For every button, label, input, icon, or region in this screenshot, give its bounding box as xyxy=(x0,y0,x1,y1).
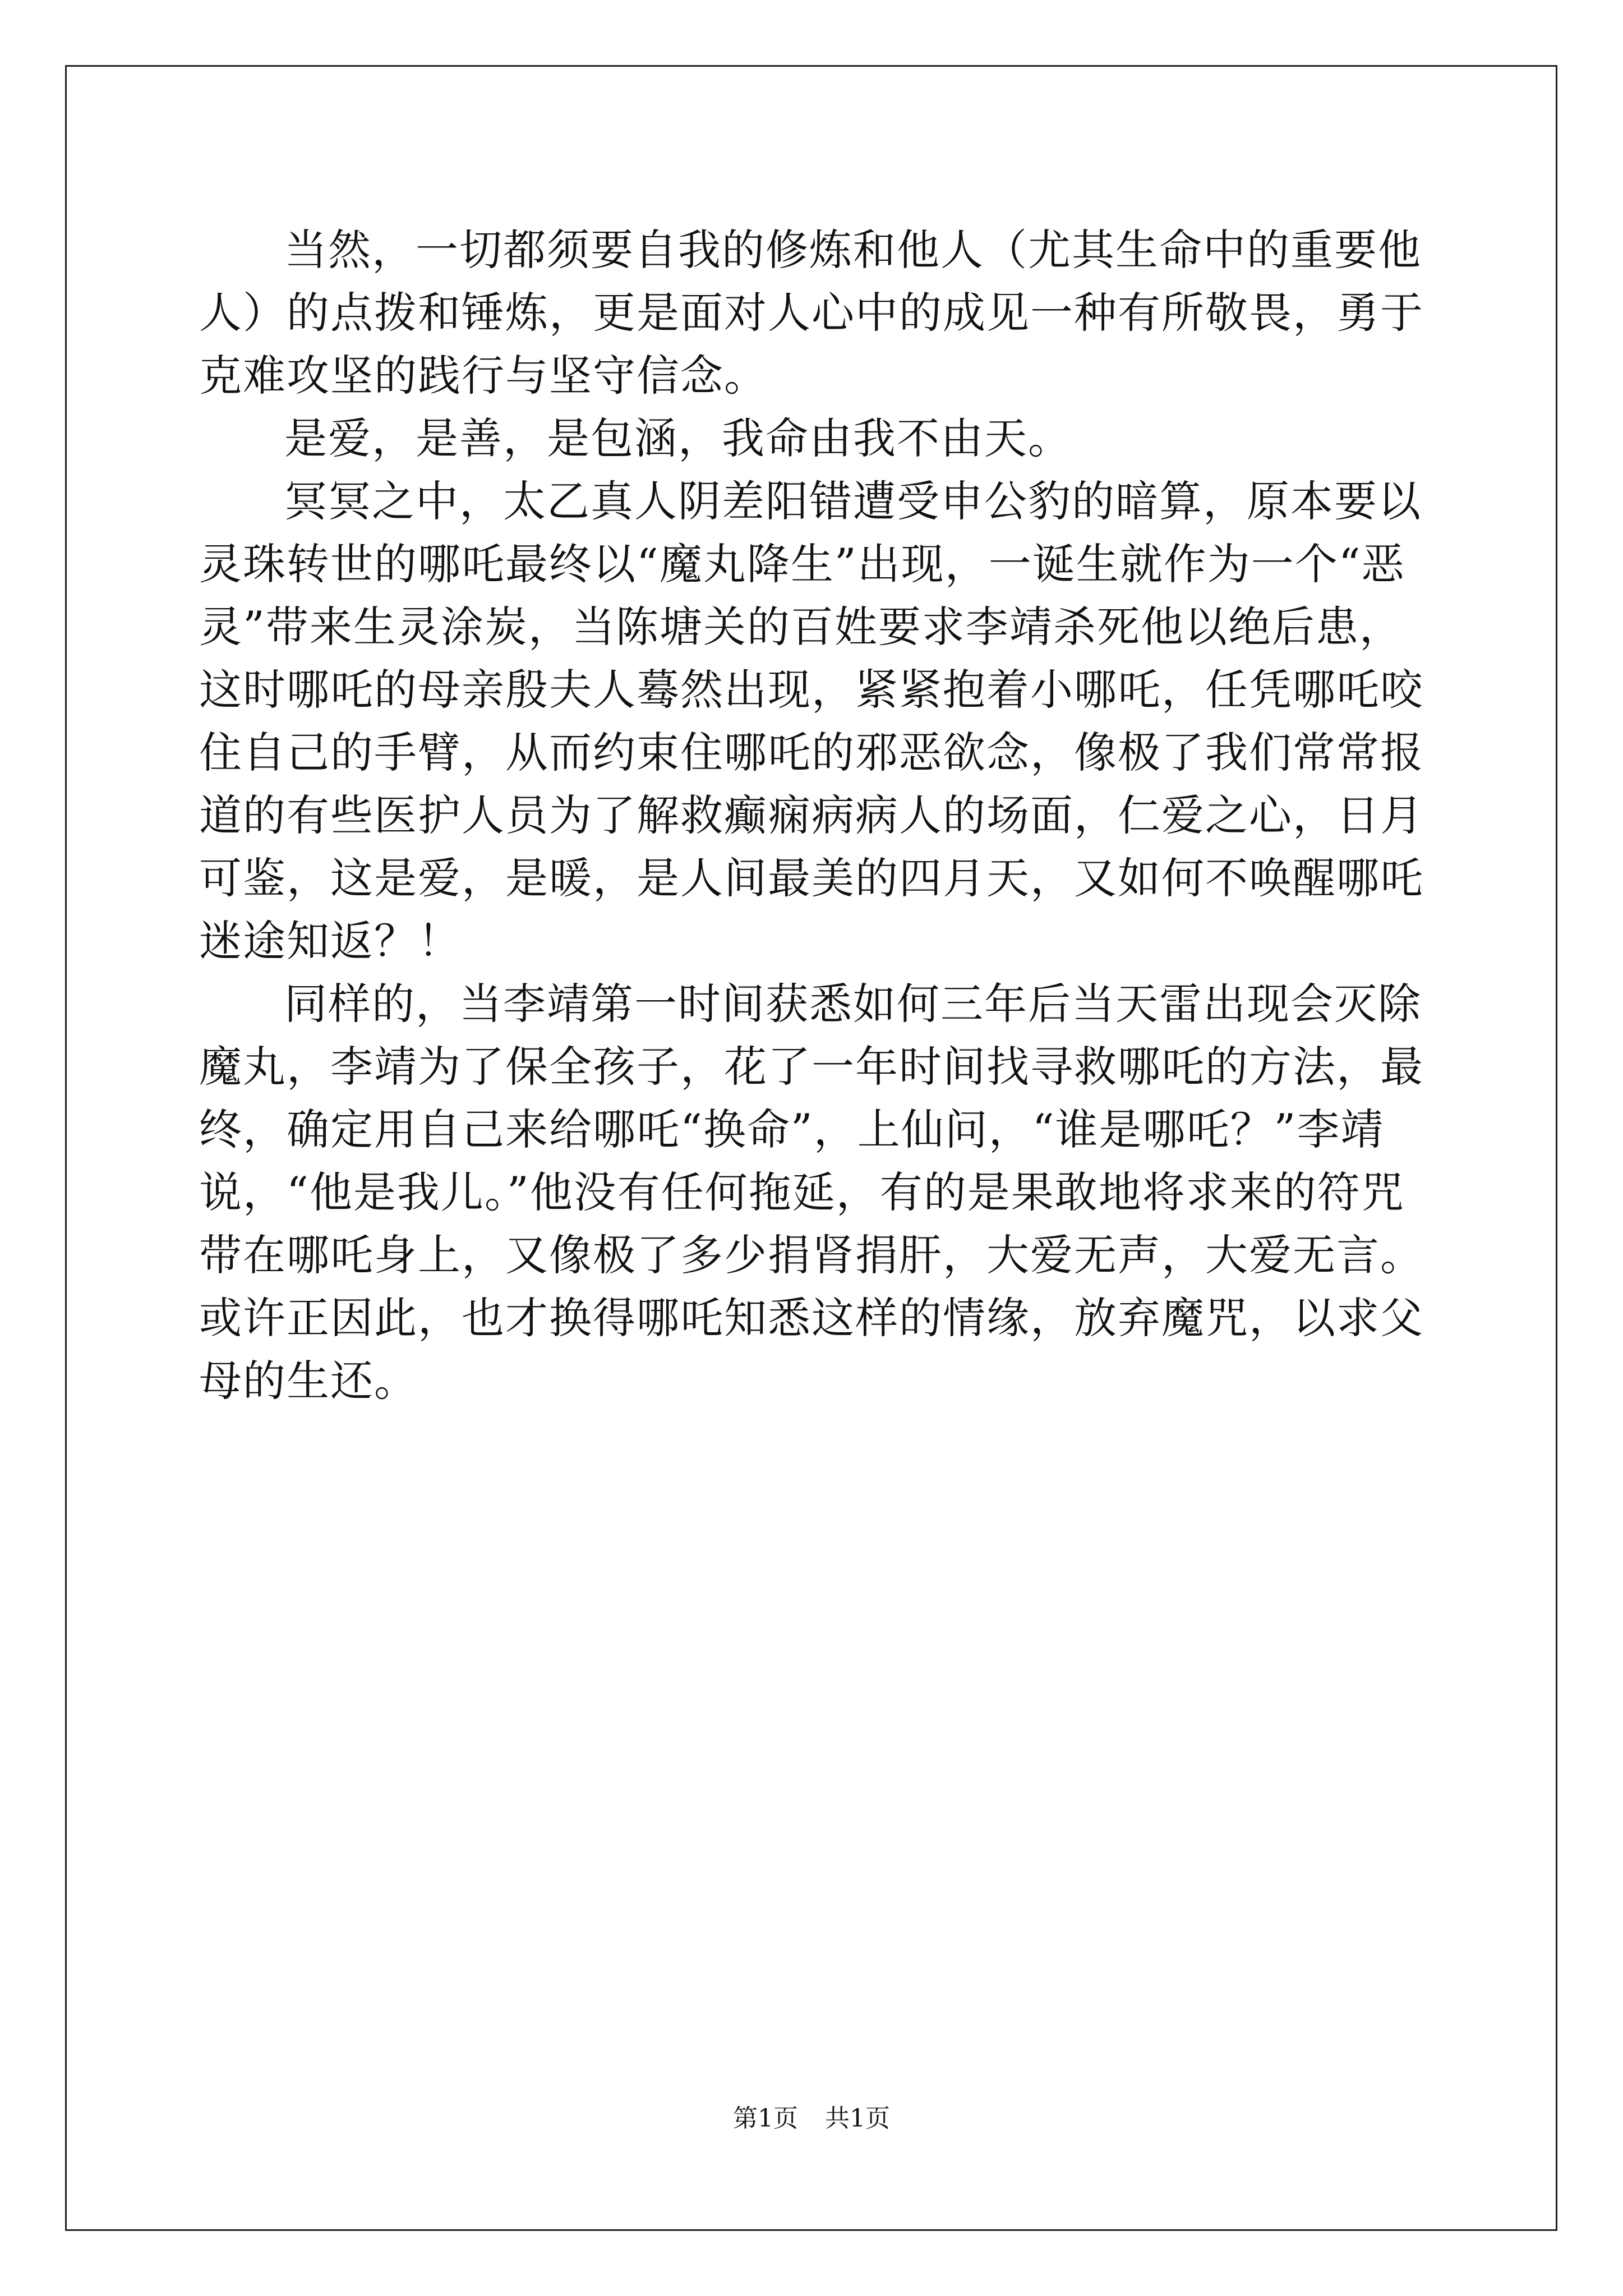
paragraph-1: 当然，一切都须要自我的修炼和他人（尤其生命中的重要他人）的点拨和锤炼，更是面对人心中的成见一种有所敬畏，勇于克难攻坚的践行与坚守信念。 xyxy=(199,225,1424,401)
document-body xyxy=(199,219,1433,1412)
page-number: 第1页 xyxy=(733,2104,798,2133)
paragraph-2: 是爱，是善，是包涵，我命由我不由天。 xyxy=(284,413,1072,463)
paragraph-3: 冥冥之中，太乙真人阴差阳错遭受申公豹的暗算，原本要以灵珠转世的哪吒最终以“魔丸降生”出现，一诞生就作为一个“恶灵”带来生灵涂炭，当陈塘关的百姓要求李靖杀死他以绝后患，这时哪吒的母亲殷夫人蓦然出现，紧紧抱着小哪吒，任凭哪吒咬住自己的手臂，从而约束住哪吒的邪恶欲念，像极了我们常常报道的有些医护人员为了解救癫痫病病人的场面，仁爱之心，日月可鉴，这是爱，是暖，是人间最美的四月天，又如何不唤醒哪吒迷途知返？！ xyxy=(199,476,1424,966)
paragraph-4: 同样的，当李靖第一时间获悉如何三年后当天雷出现会灭除魔丸，李靖为了保全孩子，花了一年时间找寻救哪吒的方法，最终，确定用自己来给哪吒“换命”，上仙问，“谁是哪吒？”李靖说，“他是我儿。”他没有任何拖延，有的是果敢地将求来的符咒带在哪吒身上，又像极了多少捐肾捐肝，大爱无声，大爱无言。或许正因此，也才换得哪吒知悉这样的情缘，放弃魔咒，以求父母的生还。 xyxy=(199,979,1424,1406)
page-total: 共1页 xyxy=(825,2104,890,2133)
page-footer xyxy=(0,2098,1623,2134)
